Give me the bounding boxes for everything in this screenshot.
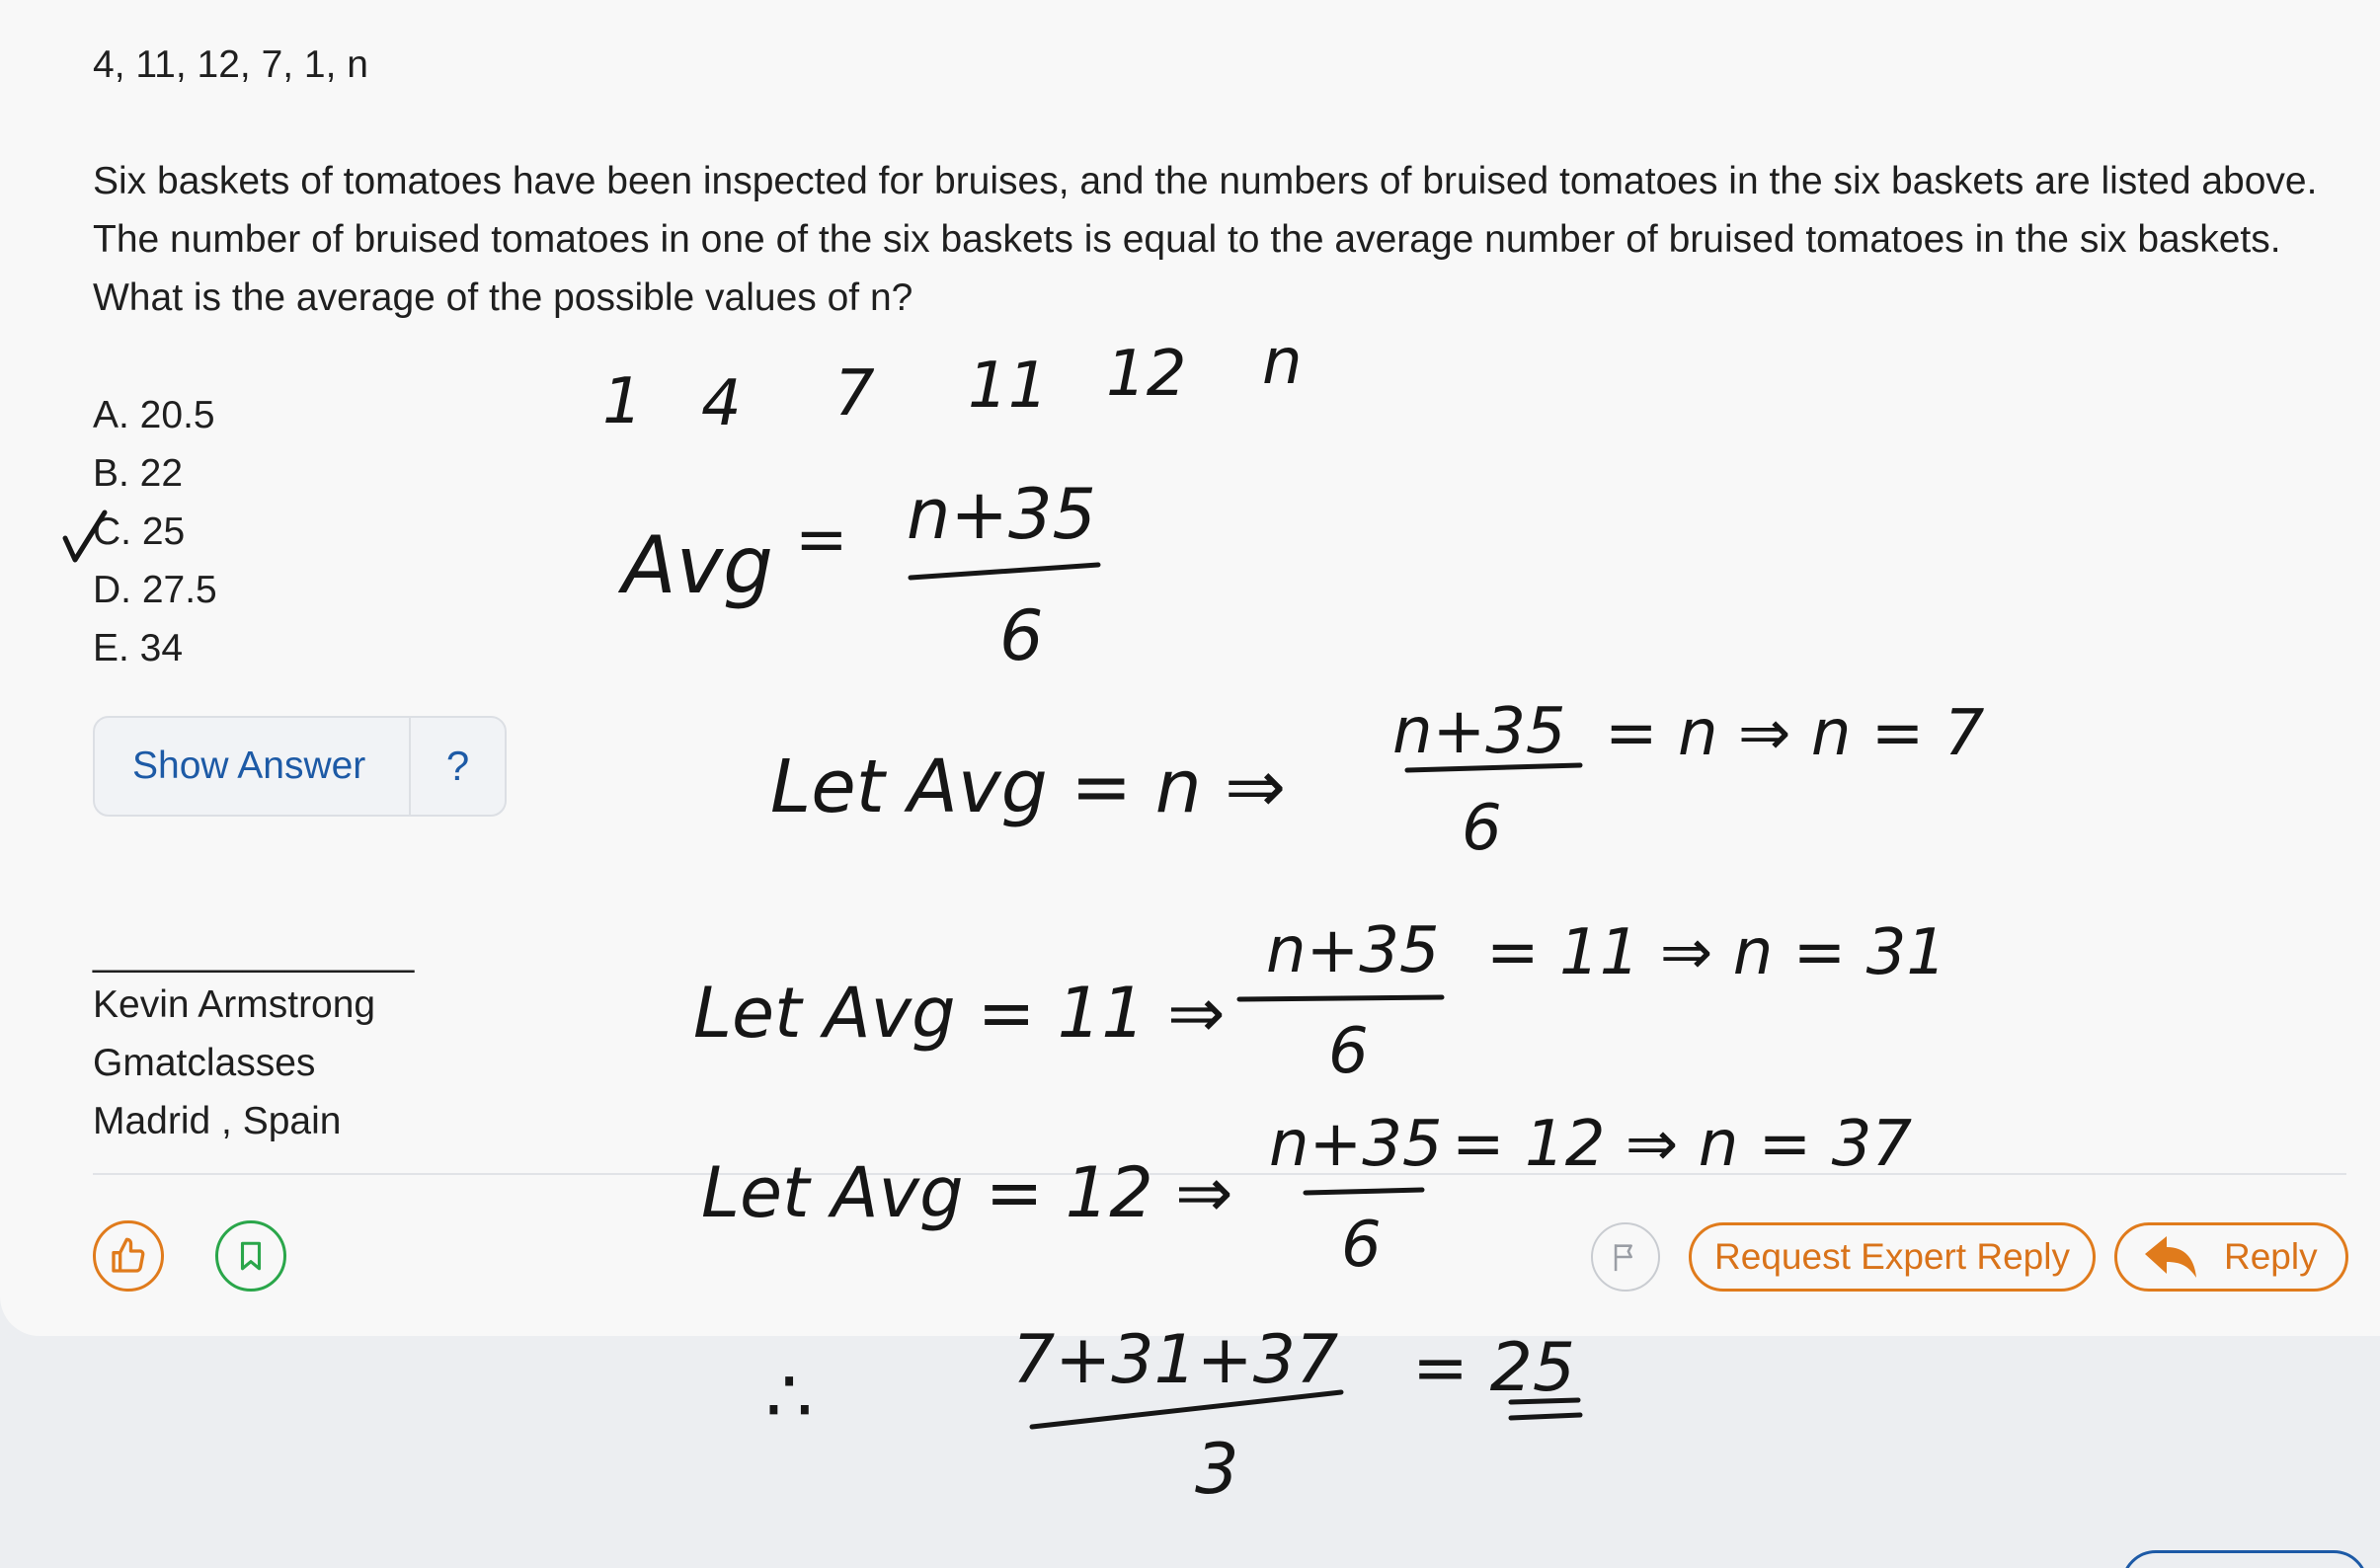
hw-case2-numerator: n+35 (1266, 914, 1440, 987)
choice-d: D. 27.5 (93, 569, 217, 611)
choice-a: A. 20.5 (93, 394, 215, 436)
hw-sorted-7: 7 (834, 357, 875, 431)
signature-name: Kevin Armstrong (93, 983, 376, 1026)
show-answer-button[interactable]: Show Answer (95, 718, 411, 815)
hw-avg-numerator: n+35 (907, 474, 1097, 555)
request-expert-reply-button[interactable]: Request Expert Reply (1689, 1222, 2096, 1292)
hw-case1-left: Let Avg = n ⇒ (770, 745, 1287, 829)
question-line-3: What is the average of the possible values of n? (93, 276, 913, 319)
hw-final-result: = 25 (1412, 1329, 1576, 1407)
question-line-2: The number of bruised tomatoes in one of the six baskets is equal to the average number of bruised tomatoes in the six baskets. (93, 218, 2281, 261)
hw-final-denominator: 3 (1195, 1429, 1239, 1510)
hw-case2-fraction-bar (1239, 997, 1442, 999)
hw-avg-eq: = (795, 504, 848, 577)
choice-e: E. 34 (93, 627, 184, 669)
reply-label: Reply (2224, 1236, 2318, 1277)
hw-case3-right: = 12 ⇒ n = 37 (1452, 1108, 1913, 1181)
question-line-1: Six baskets of tomatoes have been inspected for bruises, and the numbers of bruised tomatoes in the six baskets are listed above. (93, 160, 2318, 202)
hw-sorted-1: 1 (602, 365, 643, 438)
signature-location: Madrid , Spain (93, 1100, 342, 1142)
hw-case3-left: Let Avg = 12 ⇒ (701, 1152, 1233, 1233)
hw-avg-label: Avg (622, 519, 773, 611)
hw-case3-fraction-bar (1306, 1190, 1422, 1193)
hw-sorted-n: n (1262, 326, 1303, 399)
question-number-list: 4, 11, 12, 7, 1, n (93, 43, 368, 86)
hw-sorted-12: 12 (1106, 338, 1187, 411)
hw-case2-denominator: 6 (1328, 1015, 1369, 1088)
hw-final-double-underline (1511, 1400, 1580, 1418)
hw-therefore: ∴ (765, 1352, 814, 1440)
hw-case1-right: = n ⇒ n = 7 (1605, 697, 1985, 770)
signature-org: Gmatclasses (93, 1042, 316, 1084)
hw-final-numerator: 7+31+37 (1012, 1321, 1339, 1399)
hw-avg-denominator: 6 (999, 595, 1044, 676)
hw-sorted-11: 11 (968, 350, 1049, 423)
hw-case3-numerator: n+35 (1269, 1108, 1443, 1181)
hw-case2-right: = 11 ⇒ n = 31 (1486, 916, 1947, 989)
hw-case1-denominator: 6 (1462, 792, 1502, 865)
hw-sorted-4: 4 (701, 367, 742, 440)
hw-case3-denominator: 6 (1341, 1209, 1382, 1282)
hw-avg-fraction-bar (911, 565, 1098, 578)
hw-case2-left: Let Avg = 11 ⇒ (693, 973, 1226, 1054)
hw-case1-numerator: n+35 (1392, 695, 1566, 768)
choice-c: C. 25 (93, 510, 186, 553)
signature-line: _______________ (93, 931, 415, 974)
choice-b: B. 22 (93, 452, 184, 495)
help-button[interactable]: ? (445, 743, 470, 789)
